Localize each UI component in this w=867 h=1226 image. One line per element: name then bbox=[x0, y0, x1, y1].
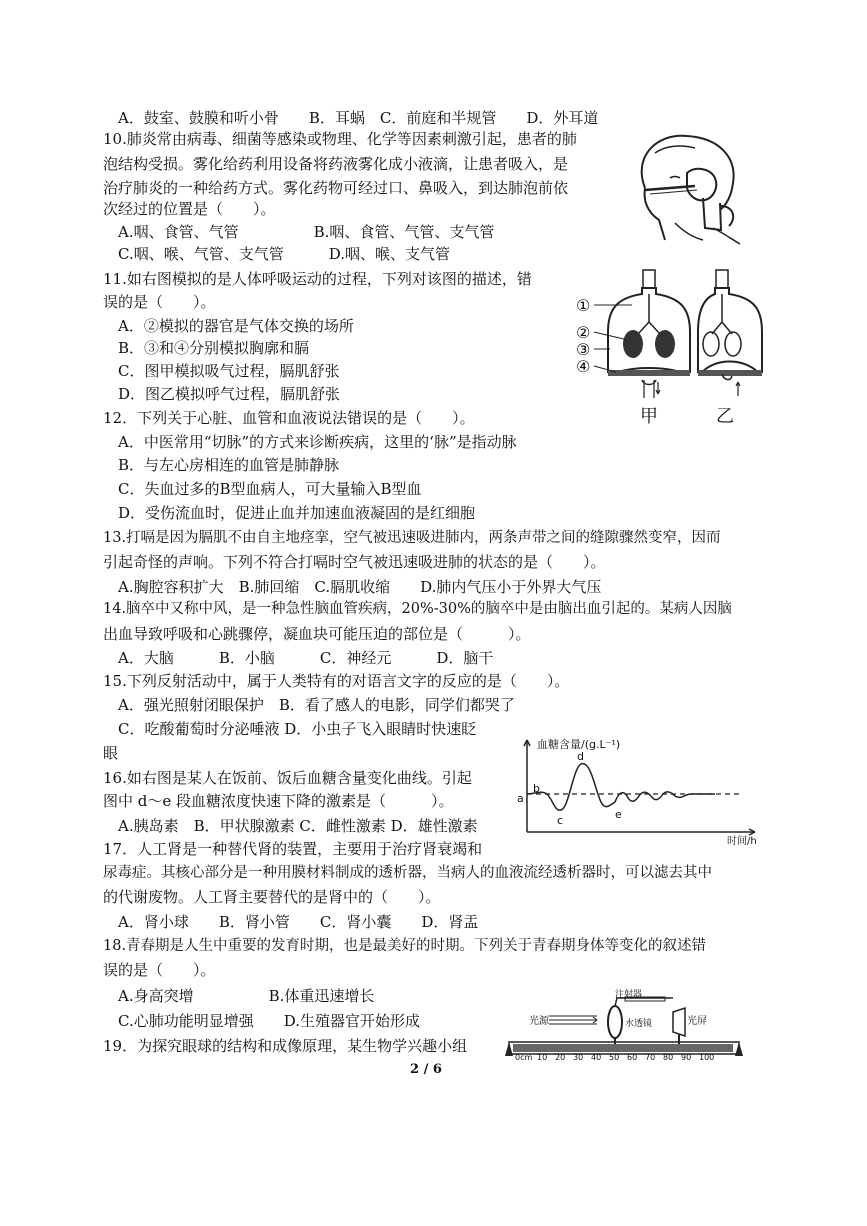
q11-stem-line2: 误的是（ ）。 bbox=[103, 293, 216, 311]
scale-0: 0cm bbox=[515, 1053, 533, 1062]
q11-option-c: C．图甲模拟吸气过程，膈肌舒张 bbox=[118, 362, 340, 380]
q18-options-cd: C.心肺功能明显增强 D.生殖器官开始形成 bbox=[118, 1012, 420, 1030]
q17-stem-line1: 17．人工肾是一种替代肾的装置，主要用于治疗肾衰竭和 bbox=[103, 840, 483, 858]
scale-60: 60 bbox=[627, 1053, 638, 1062]
marker-4: ④ bbox=[576, 357, 591, 376]
q13-options: A.胸腔容积扩大 B.肺回缩 C.膈肌收缩 D.肺内气压小于外界大气压 bbox=[118, 578, 602, 596]
q19-stem-line1: 19．为探究眼球的结构和成像原理，某生物学兴趣小组 bbox=[103, 1037, 468, 1055]
q10-options-ab: A.咽、食管、气管 B.咽、食管、气管、支气管 bbox=[118, 223, 495, 241]
scale-30: 30 bbox=[573, 1053, 584, 1062]
q12-option-a: A．中医常用“切脉”的方式来诊断疾病，这里的‘脉”是指动脉 bbox=[118, 433, 517, 451]
q17-stem-line2: 尿毒症。其核心部分是一种用膜材料制成的透析器，当病人的血液流经透析器时，可以滤去其中 bbox=[103, 865, 712, 881]
scale-50: 50 bbox=[609, 1053, 620, 1062]
scale-20: 20 bbox=[555, 1053, 566, 1062]
q11-stem-line1: 11.如右图模拟的是人体呼吸运动的过程，下列对该图的描述，错 bbox=[103, 270, 532, 288]
q13-stem-line2: 引起奇怪的声响。下列不符合打嗝时空气被迅速吸进肺的状态的是（ ）。 bbox=[103, 553, 606, 571]
point-e: e bbox=[615, 808, 622, 821]
light-source-label: 光源 bbox=[529, 1016, 549, 1027]
scale-70: 70 bbox=[645, 1053, 656, 1062]
scale-40: 40 bbox=[591, 1053, 602, 1062]
y-axis-label: 血糖含量/(g.L⁻¹) bbox=[537, 738, 621, 751]
q15-options-cont: 眼 bbox=[103, 744, 119, 762]
q10-stem-line4: 次经过的位置是（ ）。 bbox=[103, 200, 276, 218]
q16-stem-line2: 图中 d～e 段血糖浓度快速下降的激素是（ ）。 bbox=[103, 792, 454, 810]
q10-stem-line3: 治疗肺炎的一种给药方式。雾化药物可经过口、鼻吸入，到达肺泡前依 bbox=[103, 179, 569, 197]
q15-options-cd: C．吃酸葡萄时分泌唾液 D．小虫子飞入眼睛时快速眨 bbox=[118, 720, 477, 738]
scale-100: 100 bbox=[699, 1053, 715, 1062]
q16-options: A.胰岛素 B．甲状腺激素 C．雌性激素 D．雄性激素 bbox=[118, 817, 478, 835]
point-b: b bbox=[533, 782, 540, 795]
q18-options-ab: A.身高突增 B.体重迅速增长 bbox=[118, 987, 375, 1005]
scale-80: 80 bbox=[663, 1053, 674, 1062]
page-number: 2 / 6 bbox=[410, 1062, 442, 1077]
x-axis-label: 时间/h bbox=[727, 836, 757, 847]
q13-stem-line1: 13.打嗝是因为膈肌不由自主地痉挛，空气被迅速吸进肺内，两条声带之间的缝隙骤然变窄，因而 bbox=[103, 530, 721, 546]
q18-stem-line2: 误的是（ ）。 bbox=[103, 961, 216, 979]
q18-stem-line1: 18.青春期是人生中重要的发育时期，也是最美好的时期。下列关于青春期身体等变化的叙述错 bbox=[103, 938, 707, 954]
q15-options-ab: A．强光照射闭眼保护 B．看了感人的电影，同学们都哭了 bbox=[118, 696, 515, 714]
q15-stem: 15.下列反射活动中，属于人类特有的对语言文字的反应的是（ ）。 bbox=[103, 672, 570, 690]
q12-stem: 12．下列关于心脏、血管和血液说法错误的是（ ）。 bbox=[103, 409, 475, 427]
point-c: c bbox=[557, 814, 564, 827]
marker-3: ③ bbox=[576, 340, 591, 359]
marker-2: ② bbox=[576, 323, 591, 342]
q14-stem-line2: 出血导致呼吸和心跳骤停，凝血块可能压迫的部位是（ ）。 bbox=[103, 625, 531, 643]
point-d: d bbox=[577, 750, 584, 763]
q10-options-cd: C.咽、喉、气管、支气管 D.咽、喉、支气管 bbox=[118, 245, 450, 263]
water-lens-label: 水透镜 bbox=[625, 1019, 653, 1029]
q17-stem-line3: 的代谢废物。人工肾主要替代的是肾中的（ ）。 bbox=[103, 888, 441, 906]
q17-options: A．肾小球 B．肾小管 C．肾小囊 D．肾盂 bbox=[118, 913, 479, 931]
syringe-label: 注射器 bbox=[615, 990, 643, 1000]
q10-stem-line1: 10.肺炎常由病毒、细菌等感染或物理、化学等因素刺激引起，患者的肺 bbox=[103, 130, 577, 148]
label-yi: 乙 bbox=[716, 406, 734, 427]
q10-stem-line2: 泡结构受损。雾化给药利用设备将药液雾化成小液滴，让患者吸入，是 bbox=[103, 155, 569, 173]
screen-label: 光屏 bbox=[687, 1016, 707, 1027]
q12-option-b: B．与左心房相连的血管是肺静脉 bbox=[118, 456, 340, 474]
marker-1: ① bbox=[576, 296, 591, 315]
q11-option-d: D．图乙模拟呼气过程，膈肌舒张 bbox=[118, 385, 341, 403]
point-a: a bbox=[517, 792, 524, 805]
scale-10: 10 bbox=[537, 1053, 548, 1062]
q9-options: A．鼓室、鼓膜和听小骨 B．耳蜗 C．前庭和半规管 D．外耳道 bbox=[118, 109, 599, 127]
child-nebulizer-figure bbox=[625, 128, 750, 246]
glucose-curve-figure bbox=[515, 732, 767, 847]
lung-model-figure bbox=[572, 262, 782, 430]
label-jia: 甲 bbox=[640, 406, 658, 427]
q14-options: A．大脑 B．小脑 C．神经元 D．脑干 bbox=[118, 649, 494, 667]
q14-stem-line1: 14.脑卒中又称中风，是一种急性脑血管疾病，20%-30%的脑卒中是由脑出血引起的。某病人因脑 bbox=[103, 601, 732, 617]
q11-option-a: A．②模拟的器官是气体交换的场所 bbox=[118, 317, 354, 335]
q12-option-d: D．受伤流血时，促进止血并加速血液凝固的是红细胞 bbox=[118, 504, 476, 522]
scale-90: 90 bbox=[681, 1053, 692, 1062]
eye-optics-figure bbox=[505, 990, 745, 1064]
q12-option-c: C．失血过多的B型血病人，可大量输入B型血 bbox=[118, 480, 422, 498]
q16-stem-line1: 16.如右图是某人在饭前、饭后血糖含量变化曲线。引起 bbox=[103, 769, 472, 787]
q11-option-b: B．③和④分别模拟胸廓和膈 bbox=[118, 339, 310, 357]
